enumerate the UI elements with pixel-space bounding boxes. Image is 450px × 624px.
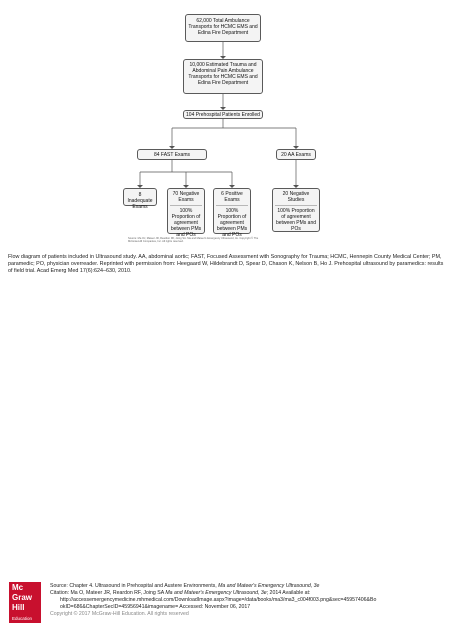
box-enrolled-text: 104 Prehospital Patients Enrolled (186, 112, 260, 118)
citation-url-line-1[interactable]: http://accessemergencymedicine.mhmedical.com/DownloadImage.aspx?image=/data/books/ma3/ma3_c004f003.png&sec=45957406&Bo (60, 597, 377, 603)
footer (0, 289, 450, 621)
box-total-transports-text: 62,000 Total Ambulance Transports for HCMC EMS and Edina Fire Department (188, 18, 258, 36)
box-fast-exams-text: 84 FAST Exams (153, 152, 191, 158)
citation-prefix: Citation: Ma O, Mateer JR, Reardon RF, Joing SA (50, 590, 166, 596)
box-aa-negative (272, 188, 320, 232)
source-book-title: Ma and Mateer's Emergency Ultrasound, 3e (218, 583, 320, 589)
mcgraw-hill-logo (9, 582, 41, 623)
logo-line-1: Mc (12, 583, 24, 592)
figure-caption: Flow diagram of patients included in Ultrasound study. AA, abdominal aortic; FAST, Focused Assessment with Sonography for Trauma; HCMC, Hennepin County Medical Center; PM, paramedic; PO, physician overreader. Reprinted with permission from: Heegaard W, Hildebrandt D, Spear D, Chason K, Nelson B, Ho J. Prehospital ultrasound by paramedics: results of field trial. Acad Emerg Med 17(6):624–630, 2010. (8, 254, 444, 274)
box-positive (213, 188, 251, 238)
citation-url-line-2[interactable]: okID=686&ChapterSecID=45956941&imagename= Accessed: November 06, 2017 (60, 604, 251, 610)
citation-suffix: ; 2014 Available at: (266, 590, 311, 596)
box-aa-negative-text: 20 Negative Studies (282, 191, 310, 203)
box-fast-exams (137, 149, 207, 160)
box-aa-exams-text: 20 AA Exams (281, 152, 311, 158)
box-negative-text: 70 Negative Exams (172, 191, 200, 203)
box-negative-agreement: 100% Proportion of agreement between PMs and POs (170, 205, 202, 238)
box-positive-agreement: 100% Proportion of agreement between PMs and POs (216, 205, 248, 238)
logo-line-4: Education (12, 616, 33, 621)
box-aa-exams (276, 149, 316, 160)
figure-source-note: Source: Ma OJ, Mateer JR, Reardon RF, Joing SA. Ma and Mateer's Emergency Ultrasound, 3e. Copyright © The McGraw-Hill Companies, Inc. All rights reserved. (128, 237, 259, 244)
source-line (50, 583, 448, 590)
box-negative (167, 188, 205, 238)
citation-book-title: Ma and Mateer's Emergency Ultrasound, 3e (165, 590, 267, 596)
box-aa-negative-agreement: 100% Proportion of agreement between PMs and POs (275, 205, 317, 232)
box-total-transports (185, 14, 261, 42)
box-enrolled (183, 110, 263, 119)
box-inadequate (123, 188, 157, 210)
box-estimated-transports (183, 59, 263, 94)
logo-line-3: Hill (12, 603, 25, 612)
source-prefix: Source: Chapter 4. Ultrasound in Prehospital and Austere Environments, (50, 583, 219, 589)
box-positive-text: 6 Positive Exams (221, 191, 243, 203)
logo-line-2: Graw (12, 593, 33, 602)
box-inadequate-text: 8 Inadequate Exams (127, 192, 153, 210)
copyright-line: Copyright © 2017 McGraw-Hill Education. All rights reserved (50, 611, 189, 617)
footer-text (50, 583, 448, 618)
citation-line (50, 590, 448, 597)
box-estimated-transports-text: 10,000 Estimated Trauma and Abdominal Pain Ambulance Transports for HCMC EMS and Edina Fire Department (188, 62, 258, 86)
